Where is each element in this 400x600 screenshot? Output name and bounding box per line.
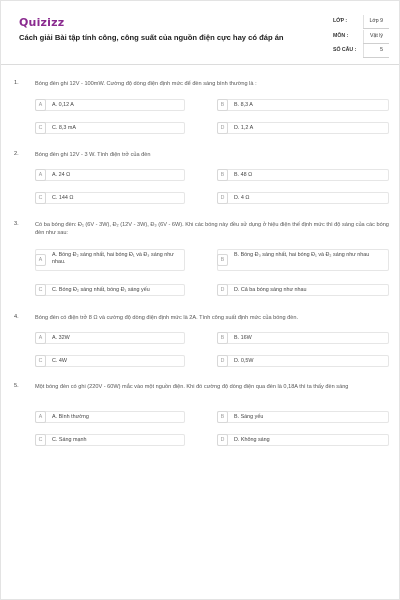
option-letter: C	[35, 122, 46, 134]
option-text: A. 32W	[52, 335, 70, 341]
option-text: B. 48 Ω	[234, 172, 253, 178]
option-letter: B	[217, 254, 228, 266]
option-letter: A	[35, 169, 46, 181]
option-c[interactable]	[35, 192, 185, 204]
option-letter: C	[35, 284, 46, 296]
option-d[interactable]	[217, 355, 389, 367]
option-d[interactable]	[217, 122, 389, 134]
option-c[interactable]	[35, 284, 185, 296]
option-b[interactable]	[217, 99, 389, 111]
option-letter: B	[217, 411, 228, 423]
option-text: C. Sáng mạnh	[52, 437, 87, 443]
option-c[interactable]	[35, 355, 185, 367]
option-text: B. 16W	[234, 335, 252, 341]
option-text: D. 4 Ω	[234, 195, 250, 201]
question-number: 2.	[14, 151, 19, 157]
question-number: 1.	[14, 80, 19, 86]
option-letter: A	[35, 99, 46, 111]
question-number: 4.	[14, 314, 19, 320]
option-letter: C	[35, 434, 46, 446]
option-text: B. Sáng yếu	[234, 414, 264, 420]
option-text: C. Bóng Đ₂ sáng nhất, bóng Đ₁ sáng yếu	[52, 287, 150, 293]
option-text: D. 0,5W	[234, 358, 254, 364]
option-letter: A	[35, 254, 46, 266]
option-c[interactable]	[35, 122, 185, 134]
meta-count-value: 5	[380, 47, 383, 53]
option-text: B. 8,3 A	[234, 102, 253, 108]
meta-count-label: SỐ CÂU :	[333, 47, 357, 53]
meta-grade-value: Lớp 9	[369, 18, 383, 24]
option-b[interactable]	[217, 411, 389, 423]
option-letter: D	[217, 284, 228, 296]
option-text: A. Bóng Đ₂ sáng nhất, hai bóng Đ₁ và Đ₃ sáng như nhau.	[52, 252, 174, 265]
option-letter: D	[217, 355, 228, 367]
option-text: C. 144 Ω	[52, 195, 74, 201]
option-a[interactable]	[35, 411, 185, 423]
option-b[interactable]	[217, 249, 389, 271]
meta-subject-label: MÔN :	[333, 33, 349, 39]
option-letter: B	[217, 332, 228, 344]
option-b[interactable]	[217, 332, 389, 344]
option-letter: D	[217, 434, 228, 446]
option-letter: B	[217, 99, 228, 111]
option-b[interactable]	[217, 169, 389, 181]
question-text: Bóng đèn có điện trở 8 Ω và cường độ dòng điện định mức là 2A. Tính công suất định mức của bóng đèn.	[35, 315, 299, 321]
option-letter: D	[217, 192, 228, 204]
header-divider	[1, 64, 399, 65]
option-a[interactable]	[35, 332, 185, 344]
option-text: A. Bình thường	[52, 414, 89, 420]
option-d[interactable]	[217, 284, 389, 296]
option-text: A. 0,12 A	[52, 102, 74, 108]
option-letter: A	[35, 332, 46, 344]
option-letter: D	[217, 122, 228, 134]
option-text: D. Không sáng	[234, 437, 270, 443]
question-text: Bóng đèn ghi 12V - 3 W. Tính điện trở của đèn	[35, 152, 151, 158]
option-letter: C	[35, 355, 46, 367]
option-letter: C	[35, 192, 46, 204]
option-text: D. Cả ba bóng sáng như nhau	[234, 287, 307, 293]
quizizz-logo: Quizizz	[19, 16, 65, 29]
meta-question-count	[333, 44, 389, 58]
page-title: Cách giải Bài tập tính công, công suất của nguồn điện cực hay có đáp án	[19, 33, 284, 42]
option-a[interactable]	[35, 99, 185, 111]
option-letter: A	[35, 411, 46, 423]
question-text: Có ba bóng đèn: Đ₁ (6V - 3W), Đ₂ (12V - 3W), Đ₃ (6V - 6W). Khi các bóng này đều sử dụng ở hiệu điện thế định mức thì độ sáng của các bóng đèn như sau:	[35, 222, 389, 236]
option-text: C. 8,3 mA	[52, 125, 76, 131]
meta-grade	[333, 15, 389, 29]
option-c[interactable]	[35, 434, 185, 446]
option-text: B. Bóng Đ₃ sáng nhất, hai bóng Đ₁ và Đ₂ sáng như nhau	[234, 252, 370, 258]
option-text: D. 1,2 A	[234, 125, 254, 131]
option-letter: B	[217, 169, 228, 181]
meta-subject-value: Vật lý	[370, 33, 383, 39]
meta-subject	[333, 30, 389, 44]
meta-grade-label: LỚP :	[333, 18, 348, 24]
option-a[interactable]	[35, 169, 185, 181]
option-text: A. 24 Ω	[52, 172, 71, 178]
option-d[interactable]	[217, 434, 389, 446]
option-text: C. 4W	[52, 358, 67, 364]
question-number: 5.	[14, 383, 19, 389]
option-d[interactable]	[217, 192, 389, 204]
question-text: Bóng đèn ghi 12V - 100mW. Cường độ dòng điện định mức để đèn sáng bình thường là :	[35, 81, 257, 87]
option-a[interactable]	[35, 249, 185, 271]
question-number: 3.	[14, 221, 19, 227]
question-text: Một bóng đèn có ghi (220V - 60W) mắc vào một nguồn điện. Khi đó cường độ dòng điện qua đèn là 0,18A thì ta thấy đèn sáng	[35, 384, 349, 390]
